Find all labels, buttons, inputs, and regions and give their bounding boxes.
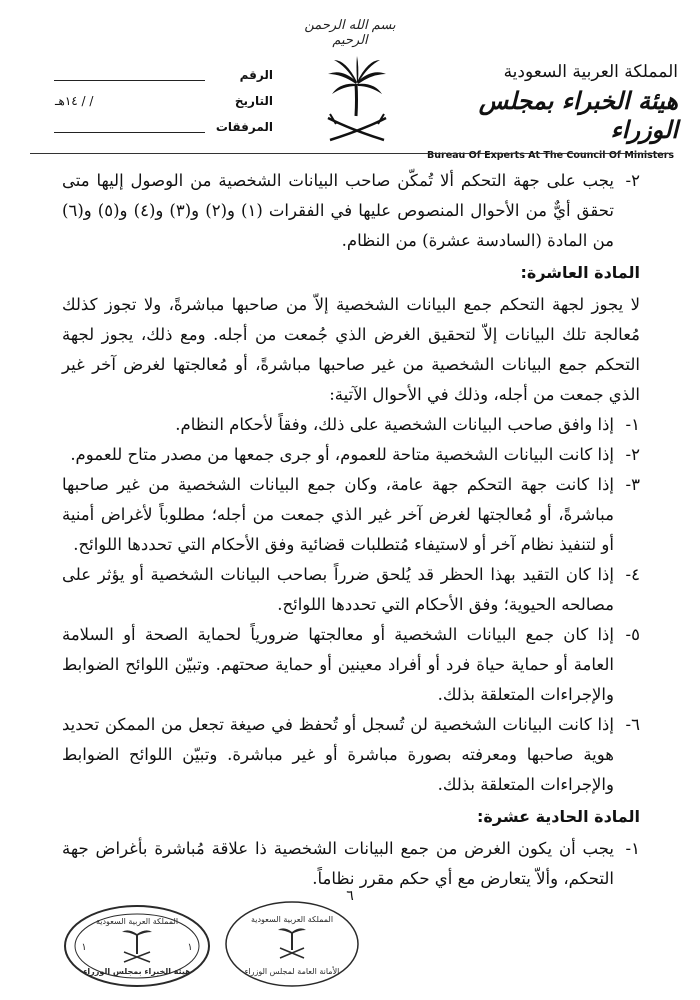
page-number: ٦	[346, 888, 354, 904]
palm-and-swords-emblem-icon	[322, 54, 392, 146]
basmala: بسم الله الرحمن الرحيم	[304, 18, 396, 48]
list-item-number: ٦-	[625, 715, 640, 734]
list-item-text: إذا وافق صاحب البيانات الشخصية على ذلك، وفقاً لأحكام النظام.	[175, 415, 614, 434]
attachments-row	[18, 118, 273, 144]
list-item-text: إذا كان جمع البيانات الشخصية أو معالجتها ضرورياً لحماية الصحة أو السلامة العامة أو حماية حياة فرد أو أفراد معينين أو حماية صحتهم. وتبيّن اللوائح الضوابط والإجراءات المتعلقة بذلك.	[62, 625, 614, 704]
list-item	[62, 440, 640, 470]
date-row	[18, 92, 273, 118]
clause-item	[62, 166, 640, 256]
general-secretariat-stamp	[222, 898, 362, 990]
article-10-intro: لا يجوز لجهة التحكم جمع البيانات الشخصية إلاّ من صاحبها مباشرةً، ولا تجوز كذلك مُعالجة تلك البيانات إلاّ لتحقيق الغرض الذي جُمعت من أجله. ومع ذلك، يجوز لجهة التحكم جمع البيانات الشخصية من غير صاحبها مباشرةً، أو مُعالجتها لغرض آخر غير الذي جمعت من أجله، وذلك في الأحوال الآتية:	[62, 295, 640, 404]
clause-number: ٢-	[625, 171, 640, 190]
list-item	[62, 710, 640, 800]
list-item-number: ١-	[625, 839, 640, 858]
reference-block	[18, 66, 273, 144]
number-line	[54, 80, 205, 81]
stamp-left-side-a: ١	[81, 942, 87, 953]
bureau-oval-stamp	[62, 904, 212, 988]
attachments-label: المرفقات	[215, 120, 273, 134]
article-10-title: المادة العاشرة:	[520, 263, 640, 282]
list-item-number: ٢-	[625, 445, 640, 464]
date-label: التاريخ	[234, 94, 273, 108]
stamp-left-side-b: ١	[187, 942, 193, 953]
number-row	[18, 66, 273, 92]
list-item-number: ٤-	[625, 565, 640, 584]
stamp-emblem-icon	[278, 928, 306, 958]
list-item	[62, 834, 640, 894]
stamp-left-bottom-text: هيئة الخبراء بمجلس الوزراء	[83, 967, 191, 976]
organization-block	[423, 62, 678, 161]
stamp-right-top-text: المملكة العربية السعودية	[250, 915, 334, 924]
article-10-list	[62, 410, 640, 800]
list-item-text: إذا كانت جهة التحكم جهة عامة، وكان جمع البيانات الشخصية من غير صاحبها مباشرةً، أو مُعالجتها لغرض آخر غير الذي جمعت من أجله؛ مطلوباً لأغراض أمنية أو لتنفيذ نظام آخر أو لاستيفاء مُتطلبات قضائية وفق الأحكام التي تحددها اللوائح.	[62, 475, 614, 554]
header-divider	[30, 153, 670, 154]
list-item	[62, 470, 640, 560]
list-item-number: ٥-	[625, 625, 640, 644]
bureau-name-english: Bureau Of Experts At The Council Of Ministers	[427, 150, 675, 161]
number-label: الرقم	[239, 68, 273, 82]
kingdom-name: المملكة العربية السعودية	[503, 62, 678, 82]
list-item-text: إذا كان التقيد بهذا الحظر قد يُلحق ضرراً بصاحب البيانات الشخصية أو يؤثر على مصالحه الحيوية؛ وفق الأحكام التي تحددها اللوائح.	[62, 565, 614, 614]
list-item-text: إذا كانت البيانات الشخصية متاحة للعموم، أو جرى جمعها من مصدر متاح للعموم.	[70, 445, 614, 464]
clause-text: يجب على جهة التحكم ألا تُمكّن صاحب البيانات الشخصية من الوصول إليها متى تحقق أيٌّ من الأحوال المنصوص عليها في الفقرات (١) و(٢) و(٣) و(٤) و(٥) و(٦) من المادة (السادسة عشرة) من النظام.	[62, 171, 615, 250]
stamp-right-bottom-text: الأمانة العامة لمجلس الوزراء	[244, 967, 340, 976]
article-11-title: المادة الحادية عشرة:	[477, 807, 640, 826]
list-item-number: ٣-	[625, 475, 640, 494]
document-body	[62, 166, 640, 894]
list-item	[62, 560, 640, 620]
list-item	[62, 620, 640, 710]
list-item-number: ١-	[625, 415, 640, 434]
list-item	[62, 410, 640, 440]
bureau-name-arabic: هيئة الخبراء بمجلس الوزراء	[478, 86, 678, 144]
stamp-left-top-text: المملكة العربية السعودية	[95, 917, 179, 926]
list-item-text: إذا كانت البيانات الشخصية لن تُسجل أو تُحفظ في صيغة تجعل من الممكن تحديد هوية صاحبها ومعرفته بصورة مباشرة أو غير مباشرة. وتبيّن اللوائح الضوابط والإجراءات المتعلقة بذلك.	[62, 715, 614, 794]
attachments-line	[54, 132, 205, 133]
stamp-emblem-icon	[122, 930, 152, 962]
date-value: / / ١٤هـ	[55, 94, 94, 108]
list-item-text: يجب أن يكون الغرض من جمع البيانات الشخصية ذا علاقة مُباشرة بأغراض جهة التحكم، وألاّ يتعارض مع أي حكم مقرر نظاماً.	[62, 839, 614, 888]
